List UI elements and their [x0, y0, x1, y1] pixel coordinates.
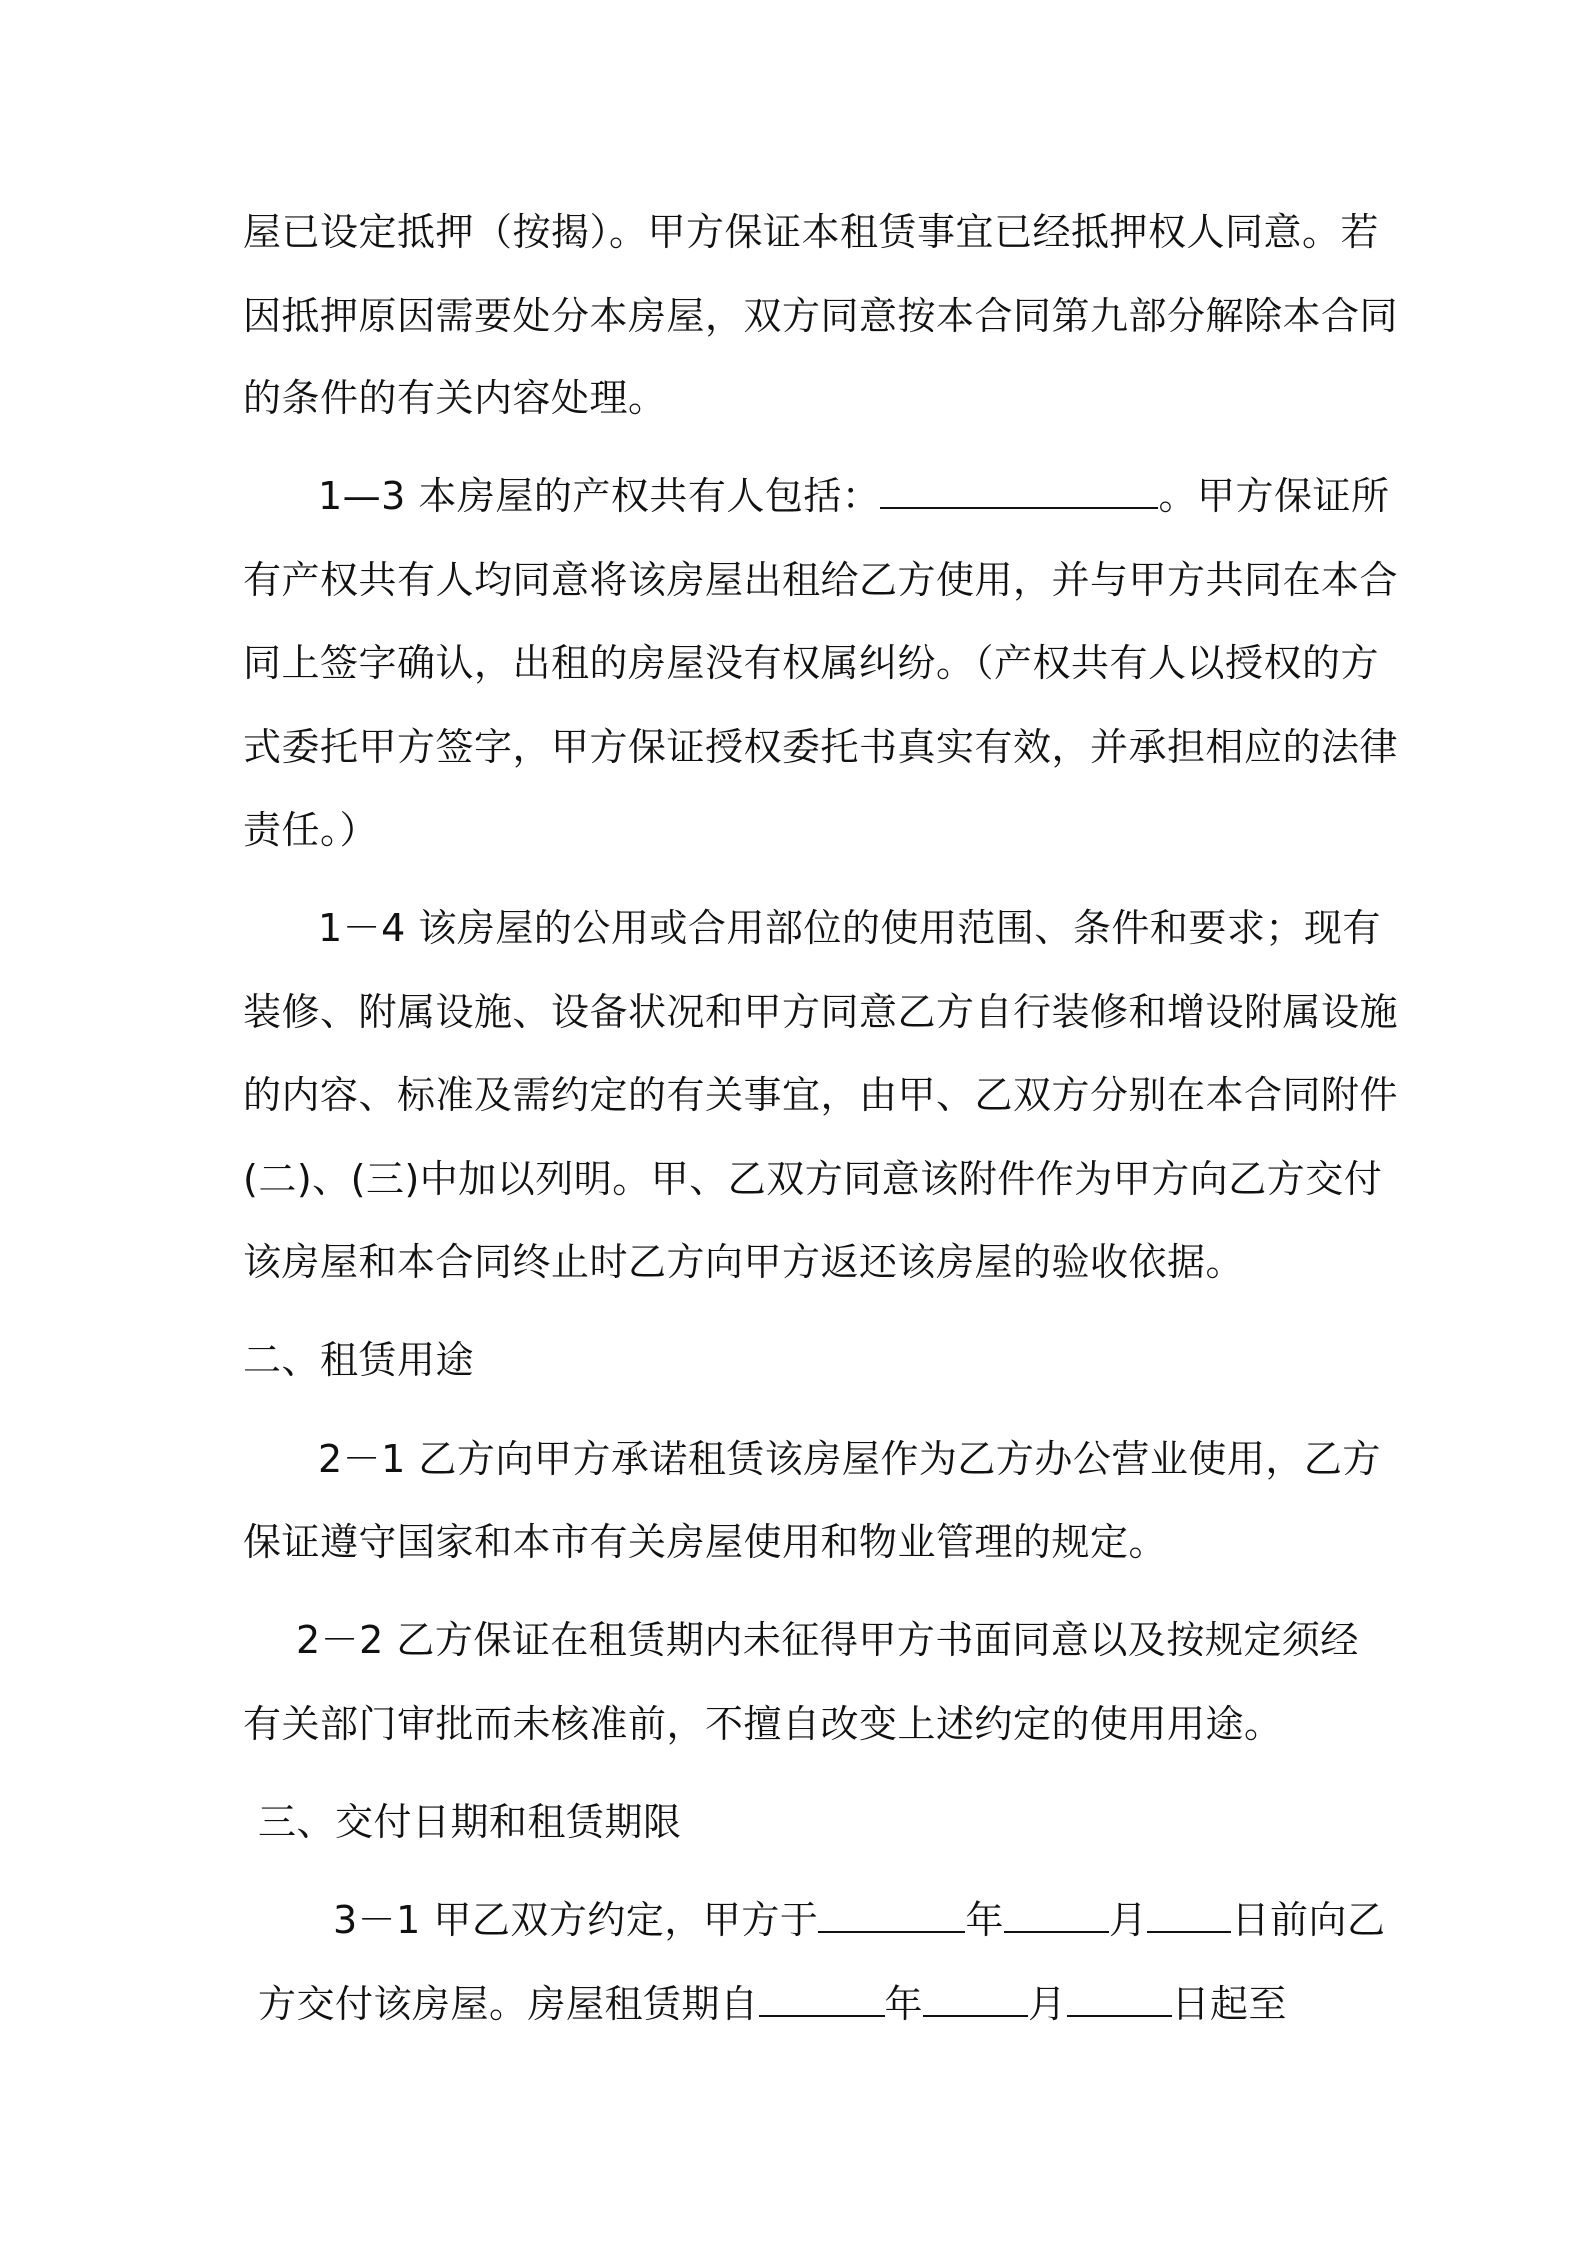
paragraph-line: 2－1 乙方向甲方承诺租赁该房屋作为乙方办公营业使用，乙方	[318, 1437, 1381, 1481]
section-heading: 三、交付日期和租赁期限	[258, 1800, 682, 1844]
paragraph-line: 2－2 乙方保证在租赁期内未征得甲方书面同意以及按规定须经	[296, 1618, 1359, 1662]
clause-text: 。甲方保证所	[1158, 474, 1390, 518]
clause-label: 1—3 本房屋的产权共有人包括：	[318, 474, 881, 518]
paragraph-line: 的条件的有关内容处理。	[243, 376, 667, 420]
month-label: 月	[1108, 1898, 1148, 1942]
paragraph-line: (二)、(三)中加以列明。甲、乙双方同意该附件作为甲方向乙方交付	[243, 1157, 1383, 1201]
clause-1-3-line1	[318, 471, 1389, 521]
paragraph-line: 有关部门审批而未核准前，不擅自改变上述约定的使用用途。	[243, 1702, 1283, 1746]
paragraph-line: 有产权共有人均同意将该房屋出租给乙方使用，并与甲方共同在本合	[243, 558, 1399, 602]
paragraph-line: 装修、附属设施、设备状况和甲方同意乙方自行装修和增设附属设施	[243, 990, 1399, 1034]
fill-blank	[880, 473, 1158, 509]
day-blank	[1147, 1897, 1231, 1933]
month-blank	[923, 1981, 1028, 2017]
paragraph-line: 责任。）	[243, 808, 379, 852]
year-blank	[759, 1981, 885, 2017]
year-label: 年	[965, 1898, 1004, 1942]
clause-text: 3－1 甲乙双方约定，甲方于	[333, 1898, 819, 1942]
paragraph-line: 式委托甲方签字，甲方保证授权委托书真实有效，并承担相应的法律	[243, 725, 1399, 769]
paragraph-line: 因抵押原因需要处分本房屋，双方同意按本合同第九部分解除本合同	[243, 294, 1399, 338]
paragraph-line: 保证遵守国家和本市有关房屋使用和物业管理的规定。	[243, 1520, 1168, 1564]
paragraph-line: 同上签字确认，出租的房屋没有权属纠纷。（产权共有人以授权的方	[243, 641, 1380, 685]
clause-text: 方交付该房屋。房屋租赁期自	[258, 1982, 759, 2026]
paragraph-line: 1－4 该房屋的公用或合用部位的使用范围、条件和要求；现有	[318, 906, 1381, 950]
paragraph-line: 该房屋和本合同终止时乙方向甲方返还该房屋的验收依据。	[243, 1240, 1245, 1284]
year-label: 年	[884, 1982, 924, 2026]
month-blank	[1004, 1897, 1109, 1933]
day-blank	[1067, 1981, 1172, 2017]
clause-3-1-line1	[333, 1895, 1385, 1945]
year-blank	[818, 1897, 965, 1933]
section-heading: 二、租赁用途	[243, 1338, 475, 1382]
paragraph-line: 的内容、标准及需约定的有关事宜，由甲、乙双方分别在本合同附件	[243, 1073, 1399, 1117]
month-label: 月	[1028, 1982, 1067, 2026]
clause-3-1-line2	[258, 1979, 1287, 2029]
day-label: 日前向乙	[1231, 1898, 1386, 1942]
day-label: 日起至	[1171, 1982, 1288, 2026]
paragraph-line: 屋已设定抵押（按揭）。甲方保证本租赁事宜已经抵押权人同意。若	[243, 210, 1380, 254]
